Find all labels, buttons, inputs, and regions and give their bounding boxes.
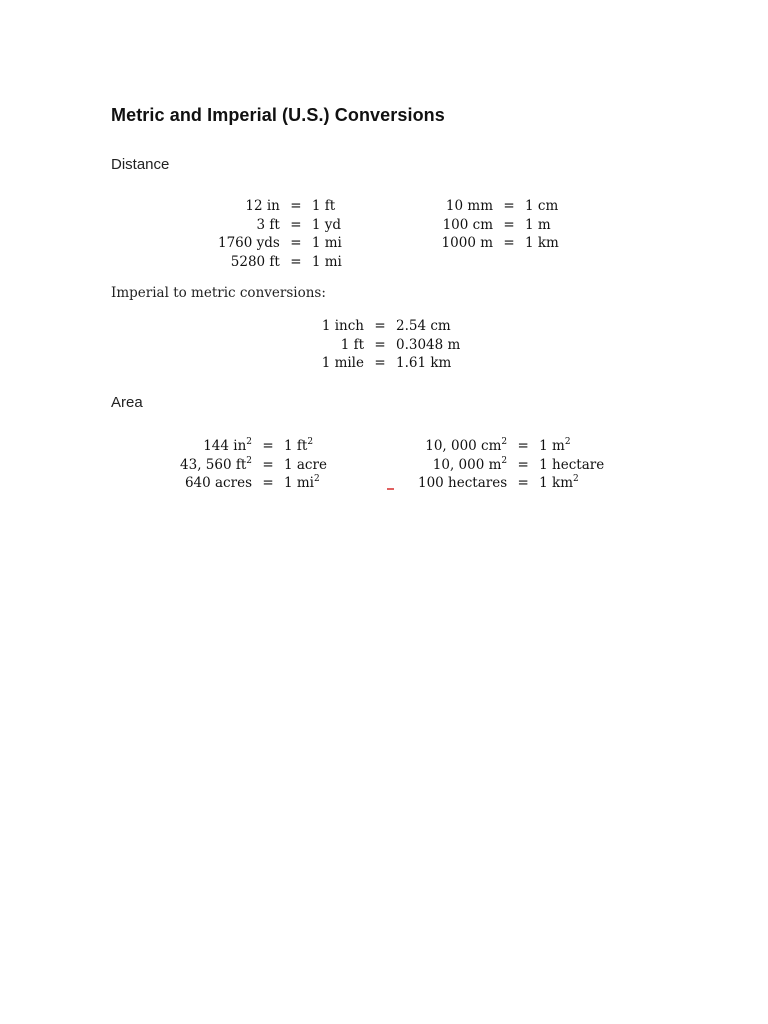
red-underline-mark	[387, 488, 394, 490]
equation-right: 1 km	[525, 235, 559, 251]
equation-row	[180, 437, 327, 456]
page-title: Metric and Imperial (U.S.) Conversions	[111, 105, 445, 125]
equation-left: 144 $in^2$	[203, 437, 252, 454]
equation-row	[310, 336, 460, 355]
exponent: 2	[314, 474, 320, 484]
equation-left: 640 acres	[184, 475, 252, 491]
equation-left: 5280 ft	[230, 253, 280, 270]
equation-right: 1.61 km	[396, 355, 452, 371]
equals-sign: =	[290, 253, 302, 270]
equation-right: 0.3048 m	[396, 336, 461, 353]
section-heading-distance: Distance	[111, 156, 170, 173]
equals-sign: =	[517, 475, 529, 491]
section-heading-area: Area	[111, 394, 143, 411]
equation-right: 1 cm	[525, 198, 559, 214]
distance-imperial-table	[218, 197, 342, 271]
equation-right: 1 $km^2$	[539, 474, 579, 491]
equation-row	[310, 354, 460, 373]
equals-sign: =	[374, 318, 386, 334]
equals-sign: =	[503, 198, 515, 214]
equation-left: 100 hectares	[418, 475, 508, 491]
equation-row	[438, 197, 559, 216]
equation-row	[180, 474, 327, 493]
equation-row	[418, 474, 604, 493]
equation-left: 10, 000 $m^2$	[432, 455, 508, 473]
distance-metric-table	[438, 197, 559, 253]
equation-left: 10 mm	[445, 198, 493, 214]
equation-row	[218, 216, 342, 235]
equation-right: 1 $ft^2$	[284, 437, 314, 454]
equation-left: 1 mile	[321, 355, 364, 371]
exponent: 2	[564, 437, 571, 447]
equation-left: 100 cm	[442, 216, 493, 233]
exponent: 2	[573, 474, 579, 484]
equals-sign: =	[503, 235, 515, 251]
equation-right: 1 acre	[284, 456, 327, 473]
equation-left: 1 inch	[321, 318, 364, 334]
equation-right: 1 mi	[311, 253, 342, 270]
equation-left: 1 ft	[340, 336, 364, 353]
exponent: 2	[246, 437, 252, 447]
equation-row	[438, 234, 559, 253]
equation-row	[418, 456, 604, 475]
equation-left: 1760 yds	[218, 235, 280, 251]
exponent: 2	[501, 455, 508, 466]
equation-row	[180, 456, 327, 475]
equals-sign: =	[290, 216, 302, 233]
equation-left: 43, 560 $ft^2$	[180, 455, 252, 473]
equation-right: 1 yd	[311, 216, 342, 233]
exponent: 2	[501, 437, 508, 447]
equals-sign: =	[262, 475, 274, 491]
equation-row	[218, 253, 342, 272]
area-imperial-table	[180, 437, 327, 493]
imperial-to-metric-table	[310, 317, 460, 373]
equation-right: 1 $m^2$	[539, 437, 571, 454]
equation-right: 1 mi	[311, 235, 342, 251]
equals-sign: =	[262, 456, 274, 473]
equals-sign: =	[290, 235, 302, 251]
area-metric-table	[418, 437, 604, 493]
equals-sign: =	[503, 216, 515, 233]
equation-left: 12 in	[245, 198, 280, 214]
equals-sign: =	[517, 438, 529, 454]
equation-left: 10, 000 $cm^2$	[425, 437, 508, 454]
equation-right: 1 hectare	[539, 456, 605, 473]
equation-left: 3 ft	[256, 216, 280, 233]
equation-right: 1 ft	[311, 198, 336, 214]
equals-sign: =	[374, 336, 386, 353]
equation-left: 1000 m	[441, 235, 493, 251]
equation-row	[218, 197, 342, 216]
equation-row	[310, 317, 460, 336]
exponent: 2	[246, 455, 252, 466]
equation-right: 1 $mi^2$	[284, 474, 320, 491]
conversion-intro-text: Imperial to metric conversions:	[111, 285, 326, 301]
equation-right: 1 m	[525, 216, 551, 233]
equation-row	[418, 437, 604, 456]
equation-row	[438, 216, 559, 235]
equals-sign: =	[262, 438, 274, 454]
equals-sign: =	[290, 198, 302, 214]
exponent: 2	[307, 437, 314, 447]
equals-sign: =	[374, 355, 386, 371]
equation-right: 2.54 cm	[396, 318, 451, 334]
equation-row	[218, 234, 342, 253]
equals-sign: =	[517, 456, 529, 473]
